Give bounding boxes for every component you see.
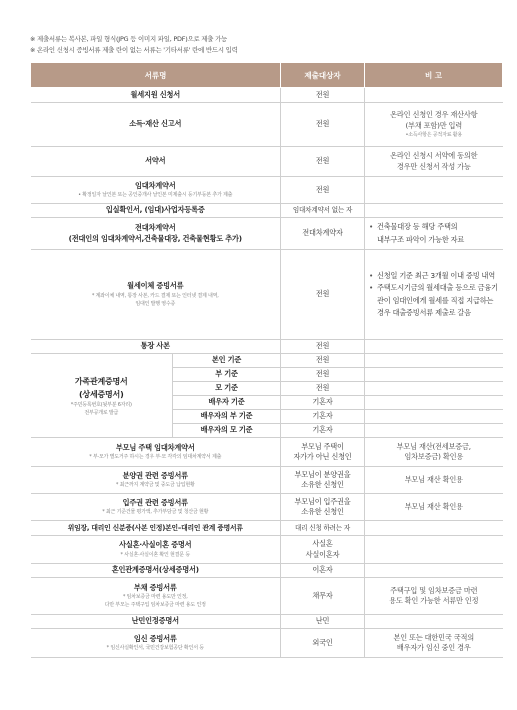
table-row — [31, 250, 503, 340]
doc-name-cell — [31, 354, 173, 438]
doc-remark — [365, 424, 503, 438]
doc-remark — [365, 396, 503, 410]
doc-remark — [365, 410, 503, 424]
remark-line: 본인 또는 대한민국 국적의 — [393, 632, 474, 642]
remark-line: 경우만 신청서 작성 가능 — [396, 161, 471, 171]
table-row — [31, 88, 503, 103]
doc-name-sub: (전대인의 임대차계약서,건축물대장, 건축물현황도 추가) — [68, 233, 242, 243]
table-row — [31, 438, 503, 467]
remark-line: (부채 포함)만 입력 — [405, 120, 463, 130]
remark-line-text: 내부구조 파악이 가능한 자료 — [377, 234, 465, 244]
note-line-1: ※ 제출서류는 복사본, 파일 형식(JPG 등 이미지 파일, PDF)으로 제출 가능 — [30, 35, 228, 43]
doc-name-cell — [31, 629, 281, 658]
doc-target — [281, 467, 365, 494]
doc-name: 전대차계약서 — [135, 223, 176, 232]
doc-note: *주민등록번호(뒷부분 6자리) — [70, 401, 132, 408]
doc-note: 임대인 발행 영수증 — [135, 300, 176, 307]
doc-target: 기혼자 — [281, 396, 365, 410]
table-row — [31, 536, 503, 564]
doc-target: 이혼자 — [281, 564, 365, 578]
doc-note: 전부공개로 발급 — [84, 409, 119, 416]
table-row — [31, 177, 503, 204]
doc-remark — [365, 204, 503, 218]
doc-name-cell — [31, 177, 281, 204]
doc-target: 전원 — [281, 147, 365, 177]
doc-target: 난민 — [281, 615, 365, 629]
doc-remark — [365, 578, 503, 615]
doc-note: * 임신사실확인서, 국민건강보험공단 확인서 등 — [106, 645, 204, 652]
remark-line: 배우자가 임신 중인 경우 — [396, 643, 471, 652]
doc-target: 전원 — [281, 177, 365, 204]
doc-target: 전원 — [281, 340, 365, 354]
doc-name: 분양권 관련 증빙서류 — [122, 470, 188, 480]
doc-name-cell — [31, 218, 281, 250]
doc-note: * 최근 기준건물 평가액, 추가부담금 및 청산금 현황 — [102, 509, 209, 516]
doc-target: 임대차계약서 없는 자 — [281, 204, 365, 218]
doc-name-cell — [31, 250, 281, 340]
doc-remark — [365, 354, 503, 368]
remark-line: 임차보증금) 확인용 — [404, 452, 464, 461]
doc-target: 채무자 — [281, 578, 365, 615]
family-basis: 본인 기준 — [173, 354, 281, 368]
target-line: 부모님이 분양권을 — [294, 469, 351, 479]
table-row — [31, 564, 503, 578]
doc-note: 다만 부모는 주택구입 임차보증금 마련 용도 인정 — [104, 602, 206, 609]
doc-name: 서약서 — [31, 147, 281, 177]
doc-name: 통장 사본 — [31, 340, 281, 354]
doc-remark — [365, 368, 503, 382]
doc-target: 대리 신청 하려는 자 — [281, 521, 365, 536]
doc-name: 월세지원 신청서 — [31, 88, 281, 103]
doc-target: 외국인 — [281, 629, 365, 658]
target-line: 부모님 주택이 — [301, 441, 344, 451]
doc-remark — [365, 103, 503, 147]
doc-name-cell — [31, 494, 281, 521]
target-line: 자가가 아닌 신청인 — [293, 452, 352, 461]
documents-table — [30, 62, 503, 658]
doc-target: 기혼자 — [281, 410, 365, 424]
table-row — [31, 103, 503, 147]
doc-remark — [365, 88, 503, 103]
table-row — [31, 218, 503, 250]
doc-name: 입실확인서, (임대)사업자등록증 — [31, 204, 281, 218]
target-line: 사실혼 — [312, 539, 333, 548]
table-row — [31, 340, 503, 354]
remark-line: 주택구입 및 임차보증금 마련 — [390, 585, 478, 595]
doc-remark — [365, 382, 503, 396]
remark-bullet: • 주택도시기금의 월세대출 등으로 금융기관이 임대인에게 월세를 직접 지급하는 경우 대출증빙서류 제출로 갈음 — [377, 282, 501, 320]
doc-name: 임신 증빙서류 — [133, 633, 177, 643]
remark-line: 온라인 신청시 서약에 동의한 — [390, 151, 478, 160]
doc-remark — [365, 521, 503, 536]
remark-bullet: • 신청일 기준 최근 3개월 이내 증빙 내역 — [377, 270, 501, 283]
table-row — [31, 147, 503, 177]
doc-remark — [365, 147, 503, 177]
table-row — [31, 354, 503, 368]
notes — [30, 34, 500, 56]
doc-name-cell — [31, 578, 281, 615]
table-row — [31, 578, 503, 615]
doc-target: 전원 — [281, 88, 365, 103]
doc-name: 임대차계약서 — [135, 180, 176, 190]
family-basis: 배우자의 모 기준 — [173, 424, 281, 438]
doc-note: * 계좌이체 내역, 통장 사본, 카드 결제 또는 인터넷 결제 내역, — [91, 292, 219, 299]
doc-remark — [365, 177, 503, 204]
doc-target — [281, 438, 365, 467]
header-doc: 서류명 — [31, 63, 281, 88]
doc-name-cell — [31, 467, 281, 494]
doc-remark — [365, 438, 503, 467]
target-line: 소유한 신청인 — [301, 507, 344, 516]
header-remark: 비 고 — [365, 63, 503, 88]
doc-remark — [365, 536, 503, 564]
doc-name: 부채 증빙서류 — [133, 582, 177, 592]
doc-target: 전대차계약자 — [281, 218, 365, 250]
header-target: 제출대상자 — [281, 63, 365, 88]
doc-remark — [365, 250, 503, 340]
doc-name-cell — [31, 438, 281, 467]
family-basis: 모 기준 — [173, 382, 281, 396]
doc-note: * 부·모가 별도거주 하시는 경우 부·모 각각의 임대차계약서 제출 — [89, 454, 222, 461]
doc-note: * 최근까지 계약금 및 중도금 납입현황 — [115, 482, 195, 489]
doc-target: 전원 — [281, 354, 365, 368]
doc-remark — [365, 340, 503, 354]
doc-remark: 부모님 재산 확인용 — [365, 494, 503, 521]
table-row — [31, 494, 503, 521]
doc-name-cell — [31, 536, 281, 564]
doc-remark — [365, 218, 503, 250]
doc-name: 가족관계증명서 — [74, 376, 128, 386]
remark-line: 온라인 신청인 경우 재산사항 — [390, 110, 478, 119]
doc-note: * 임차보증금 마련 용도만 인정, — [122, 594, 188, 601]
family-basis: 부 기준 — [173, 368, 281, 382]
doc-name: 사실혼·사실이혼 증명서 — [119, 540, 192, 550]
doc-remark — [365, 564, 503, 578]
note-line-2: ※ 온라인 신청시 증빙서류 제출 란이 없는 서류는 '기타서류' 란에 반드시 입력 — [30, 46, 238, 54]
table-row — [31, 204, 503, 218]
table-row — [31, 467, 503, 494]
doc-name: 입주권 관련 증빙서류 — [122, 497, 188, 507]
doc-name: 혼인관계증명서(상세증명서) — [31, 564, 281, 578]
doc-target: 전원 — [281, 103, 365, 147]
remark-line: • 건축물대장 등 해당 주택의 — [377, 221, 501, 234]
doc-name: 위임장, 대리인 신분증(사본 인정)본인–대리인 관계 증명서류 — [31, 521, 281, 536]
doc-target — [281, 536, 365, 564]
remark-line: 부모님 재산(전세보증금, — [396, 441, 471, 451]
target-line: 부모님이 입주권을 — [294, 496, 351, 506]
doc-name: 부모님 주택 임대차계약서 — [115, 442, 195, 452]
remark-note: •소득사항은 공적자료 활용 — [405, 132, 462, 138]
target-line: 사실이혼자 — [305, 549, 340, 559]
family-basis: 배우자 기준 — [173, 396, 281, 410]
remark-line — [377, 234, 501, 247]
doc-target — [281, 494, 365, 521]
doc-remark — [365, 615, 503, 629]
doc-remark: 부모님 재산 확인용 — [365, 467, 503, 494]
doc-remark — [365, 629, 503, 658]
doc-name: 난민인정증명서 — [31, 615, 281, 629]
table-row — [31, 521, 503, 536]
table-row — [31, 615, 503, 629]
doc-target: 기혼자 — [281, 424, 365, 438]
family-basis: 배우자의 부 기준 — [173, 410, 281, 424]
doc-target: 전원 — [281, 368, 365, 382]
doc-name: 월세이체 증빙서류 — [127, 281, 184, 291]
doc-target: 전원 — [281, 250, 365, 340]
doc-target: 전원 — [281, 382, 365, 396]
doc-name: 소득·재산 신고서 — [31, 103, 281, 147]
doc-note: • 확정일자 날인본 또는 공인중개사 날인본 미제출시 등기부등본 추가 제출 — [78, 192, 233, 199]
target-line: 소유한 신청인 — [301, 480, 344, 489]
doc-name-sub: (상세증명서) — [78, 389, 124, 399]
table-row — [31, 629, 503, 658]
remark-line: 용도 확인 가능한 서류만 인정 — [389, 596, 479, 605]
doc-note: * 사실혼·사실이혼 확인 현결문 등 — [120, 551, 190, 558]
